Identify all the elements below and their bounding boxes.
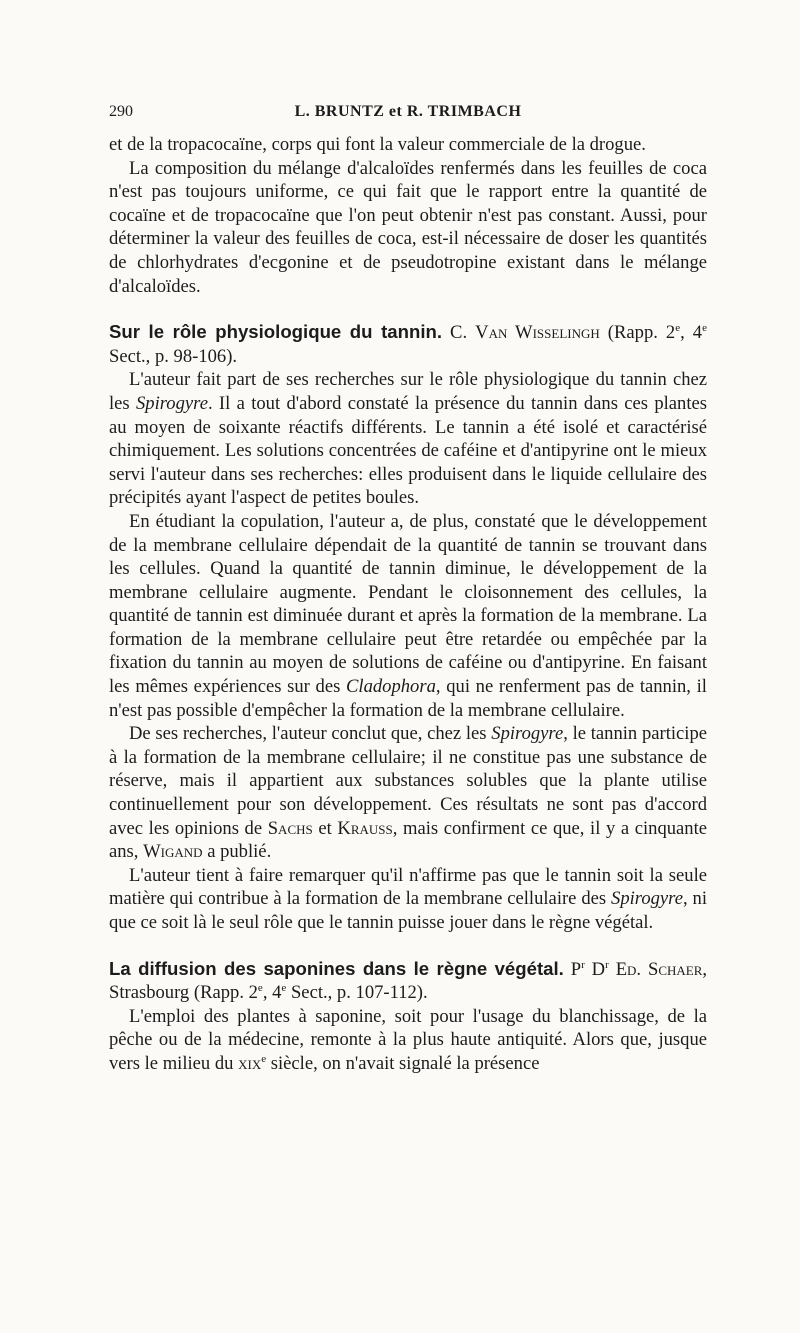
reference-rest: Sect., p. 107-112). bbox=[290, 982, 428, 1004]
reference-number: 2 bbox=[248, 982, 258, 1004]
text-run: a publié. bbox=[207, 841, 272, 863]
author-city: Strasbourg (Rapp. bbox=[109, 982, 244, 1004]
section-gap bbox=[109, 935, 707, 957]
reference-rest: Sect., p. 98-106). bbox=[109, 345, 238, 367]
reference-open: (Rapp. bbox=[607, 322, 658, 344]
reference-number: 2 bbox=[665, 322, 676, 344]
text-run: De ses recherches, l'auteur conclut que, chez les bbox=[129, 723, 487, 745]
paragraph bbox=[109, 510, 707, 722]
paragraph bbox=[109, 722, 707, 864]
century-numeral: xix bbox=[238, 1052, 262, 1074]
reference-number: 4 bbox=[272, 982, 282, 1004]
body-text bbox=[109, 133, 707, 1076]
paragraph: La composition du mélange d'alcaloïdes renfermés dans les feuilles de coca n'est pas toujours uniforme, ce qui fait que le rapport entre la quantité de cocaïne et de tropacocaïne que l'on peut obtenir n'est pas constant. Aussi, pour déterminer la valeur des feuilles de coca, est-il nécessaire de doser les quantités de chlorhydrates d'ecgonine et de pseudotropine existant dans le mélange d'alcaloïdes. bbox=[109, 157, 707, 297]
paragraph bbox=[109, 368, 707, 510]
text-run: En étudiant la copulation, l'auteur a, de plus, constaté que le développement de la membrane cellulaire dépendait de la quantité de tannin se trouvant dans les cellules. Quand la quantité de tannin diminue, le développement de la membrane cellulaire augmente. Pendant le cloisonnement des cellules, la quantité de tannin est diminuée durant et après la formation de la membrane. La formation de la membrane cellulaire peut être retardée ou empêchée par la fixation du tannin au moyen de solutions de caféine ou d'antipyrine. En faisant les mêmes expériences sur des bbox=[109, 510, 707, 698]
genus-name: Spirogyre bbox=[491, 723, 564, 745]
cited-author: Krauss bbox=[337, 817, 393, 839]
reference-separator: , bbox=[262, 982, 268, 1004]
reference-number: 4 bbox=[692, 322, 703, 344]
text-run: , le tannin participe à la formation de la membrane cellulaire; il ne constitue pas une substance de réserve, mais il appartient aux substances solubles que la plante utilise continuellement pour son développement. Ces résultats ne sont pas d'accord avec les opinions de bbox=[109, 723, 708, 839]
paragraph bbox=[109, 1005, 707, 1076]
genus-name: Spirogyre bbox=[136, 392, 208, 414]
author-initial: C. bbox=[450, 322, 468, 344]
genus-name: Spirogyre bbox=[611, 888, 683, 910]
page-number: 290 bbox=[109, 103, 133, 120]
superscript: r bbox=[581, 958, 585, 971]
section-heading-saponines bbox=[109, 957, 707, 1005]
text-run: siècle, on n'avait signalé la présence bbox=[270, 1052, 540, 1074]
section-heading-tannin bbox=[109, 320, 707, 368]
superscript: e bbox=[261, 1052, 267, 1065]
reference-separator: , bbox=[680, 322, 685, 344]
text-run: , qui ne renferment pas de tannin, il n'est pas possible d'empêcher la formation de la membrane cellulaire. bbox=[109, 676, 707, 721]
author-name: Van Wisselingh bbox=[475, 322, 600, 344]
superscript: e bbox=[675, 321, 681, 334]
text-run: , mais confirment ce que, il y a cinquante ans, bbox=[109, 817, 708, 863]
text-run: . Il a tout d'abord constaté la présence du tannin dans ces plantes au moyen de soixante réactifs différents. Le tannin a été isolé et caractérisé chimiquement. Les solutions concentrées de caféine et d'antipyrine ont le mieux servi l'auteur dans ses recherches: elles produisent dans le liquide cellulaire des précipités ayant l'aspect de petites boules. bbox=[109, 392, 707, 509]
running-head: L. BRUNTZ et R. TRIMBACH bbox=[294, 103, 522, 120]
paragraph bbox=[109, 864, 707, 935]
section-title: Sur le rôle physiologique du tannin. bbox=[109, 321, 443, 343]
text-run: et bbox=[318, 817, 332, 839]
section-title: La diffusion des saponines dans le règne végétal. bbox=[109, 957, 564, 979]
page-header bbox=[109, 103, 707, 127]
superscript: r bbox=[605, 958, 609, 971]
title-dr: D bbox=[591, 958, 606, 980]
title-pr: P bbox=[570, 958, 582, 980]
paragraph: et de la tropacocaïne, corps qui font la valeur commerciale de la drogue. bbox=[109, 134, 646, 155]
text-run: L'emploi des plantes à saponine, soit pour l'usage du blanchissage, de la pêche ou de la médecine, remonte à la plus haute antiquité. Alors que, jusque vers le milieu du bbox=[109, 1005, 707, 1074]
genus-name: Cladophora bbox=[346, 676, 436, 698]
superscript: e bbox=[281, 982, 287, 994]
superscript: e bbox=[257, 982, 263, 994]
author-name: Ed. Schaer, bbox=[615, 958, 708, 980]
text-run: L'auteur tient à faire remarquer qu'il n'affirme pas que le tannin soit la seule matière qui contribue à la formation de la membrane cellulaire des bbox=[109, 864, 707, 910]
text-run: , ni que ce soit là le seul rôle que le tannin puisse jouer dans le règne végétal. bbox=[109, 888, 707, 933]
superscript: e bbox=[702, 321, 707, 334]
section-gap bbox=[109, 298, 707, 320]
cited-author: Sachs bbox=[267, 817, 313, 839]
text-run: L'auteur fait part de ses recherches sur le rôle physiologique du tannin chez les bbox=[109, 369, 707, 414]
cited-author: Wigand bbox=[143, 841, 203, 863]
